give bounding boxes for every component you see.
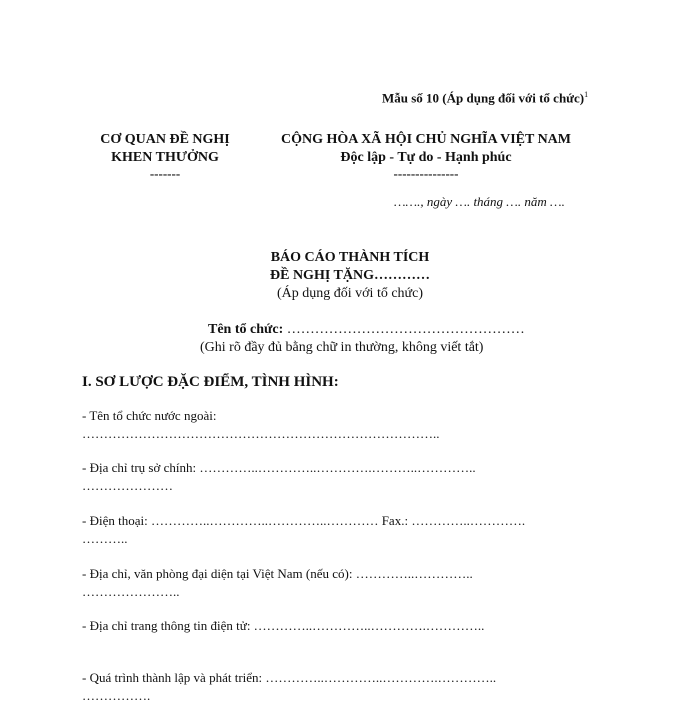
report-subtitle: (Áp dụng đối với tổ chức) [276, 286, 424, 301]
org-name-note: (Ghi rõ đầy đủ bằng chữ in thường, không viết tắt) [200, 340, 484, 355]
republic-rule: --------------- [393, 166, 459, 181]
form-number [382, 90, 588, 106]
date-line: ……., ngày …. tháng …. năm …. [394, 194, 565, 209]
agency-line1: CƠ QUAN ĐỀ NGHỊ [100, 132, 230, 147]
field-foreign-org-name-label: - Tên tổ chức nước ngoài: [82, 408, 217, 423]
field-history: - Quá trình thành lập và phát triển: …………..…………..………….………….. [82, 670, 497, 685]
org-name-row [208, 322, 525, 338]
section1-heading: I. SƠ LƯỢC ĐẶC ĐIỂM, TÌNH HÌNH: [82, 374, 339, 390]
field-representative-office-cont: ………………….. [82, 584, 180, 599]
org-name-dots: …………………………………………… [286, 322, 525, 337]
report-title-line1: BÁO CÁO THÀNH TÍCH [270, 250, 430, 265]
agency-line2: KHEN THƯỞNG [111, 150, 219, 165]
org-name-label: Tên tổ chức: [208, 322, 284, 337]
republic-motto: Độc lập - Tự do - Hạnh phúc [340, 150, 512, 165]
republic-title: CỘNG HÒA XÃ HỘI CHỦ NGHĨA VIỆT NAM [280, 132, 571, 147]
field-foreign-org-name-dots: ……………………………………………………………………….. [82, 426, 440, 441]
footnote-marker: 1 [584, 90, 589, 99]
field-phone-fax: - Điện thoại: …………..…………..…………..………… Fax.: …………..…………. [82, 513, 526, 528]
agency-rule: ------- [149, 166, 181, 181]
field-phone-fax-cont: ……….. [82, 531, 128, 546]
field-head-office-address-cont: ………………… [82, 478, 173, 493]
field-website: - Địa chỉ trang thông tin điện tử: …………..…………..………….………….. [82, 618, 485, 633]
report-title-line2: ĐỀ NGHỊ TẶNG………… [270, 268, 430, 283]
field-representative-office: - Địa chỉ, văn phòng đại diện tại Việt Nam (nếu có): …………..………….. [82, 566, 473, 581]
field-head-office-address: - Địa chỉ trụ sở chính: …………..…………..………….………..………….. [82, 460, 476, 475]
field-history-cont: ……………. [82, 688, 151, 703]
form-number-text: Mẫu số 10 (Áp dụng đối với tổ chức) [382, 90, 585, 106]
